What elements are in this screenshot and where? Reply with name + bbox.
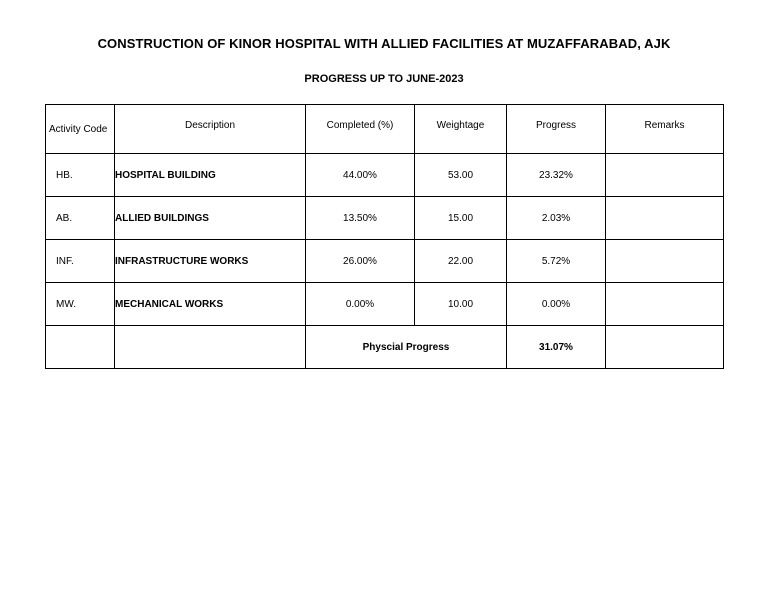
cell-description: HOSPITAL BUILDING xyxy=(115,154,306,197)
header-description: Description xyxy=(115,105,306,154)
cell-completed: 13.50% xyxy=(306,197,415,240)
cell-code: INF. xyxy=(46,240,115,283)
total-label: Physcial Progress xyxy=(306,326,507,369)
cell-remarks xyxy=(606,283,724,326)
cell-remarks xyxy=(606,240,724,283)
header-activity-code: Activity Code xyxy=(46,105,115,154)
cell-weightage: 53.00 xyxy=(415,154,507,197)
cell-progress: 2.03% xyxy=(507,197,606,240)
total-remarks xyxy=(606,326,724,369)
table-row xyxy=(46,283,724,326)
cell-description: INFRASTRUCTURE WORKS xyxy=(115,240,306,283)
cell-remarks xyxy=(606,154,724,197)
total-progress: 31.07% xyxy=(507,326,606,369)
total-empty-code xyxy=(46,326,115,369)
cell-weightage: 15.00 xyxy=(415,197,507,240)
cell-description: ALLIED BUILDINGS xyxy=(115,197,306,240)
cell-completed: 44.00% xyxy=(306,154,415,197)
header-weightage: Weightage xyxy=(415,105,507,154)
cell-remarks xyxy=(606,197,724,240)
document-title: CONSTRUCTION OF KINOR HOSPITAL WITH ALLIED FACILITIES AT MUZAFFARABAD, AJK xyxy=(97,36,671,51)
table-row xyxy=(46,197,724,240)
table-row xyxy=(46,240,724,283)
cell-description: MECHANICAL WORKS xyxy=(115,283,306,326)
table-row xyxy=(46,154,724,197)
cell-completed: 26.00% xyxy=(306,240,415,283)
cell-weightage: 10.00 xyxy=(415,283,507,326)
header-completed: Completed (%) xyxy=(306,105,415,154)
cell-code: MW. xyxy=(46,283,115,326)
cell-completed: 0.00% xyxy=(306,283,415,326)
header-progress: Progress xyxy=(507,105,606,154)
cell-weightage: 22.00 xyxy=(415,240,507,283)
cell-progress: 5.72% xyxy=(507,240,606,283)
cell-code: AB. xyxy=(46,197,115,240)
progress-table xyxy=(45,104,724,369)
header-remarks: Remarks xyxy=(606,105,724,154)
cell-progress: 23.32% xyxy=(507,154,606,197)
table-header-row xyxy=(46,105,724,154)
document-subtitle: PROGRESS UP TO JUNE-2023 xyxy=(304,73,464,85)
total-empty-description xyxy=(115,326,306,369)
cell-progress: 0.00% xyxy=(507,283,606,326)
total-row xyxy=(46,326,724,369)
cell-code: HB. xyxy=(46,154,115,197)
